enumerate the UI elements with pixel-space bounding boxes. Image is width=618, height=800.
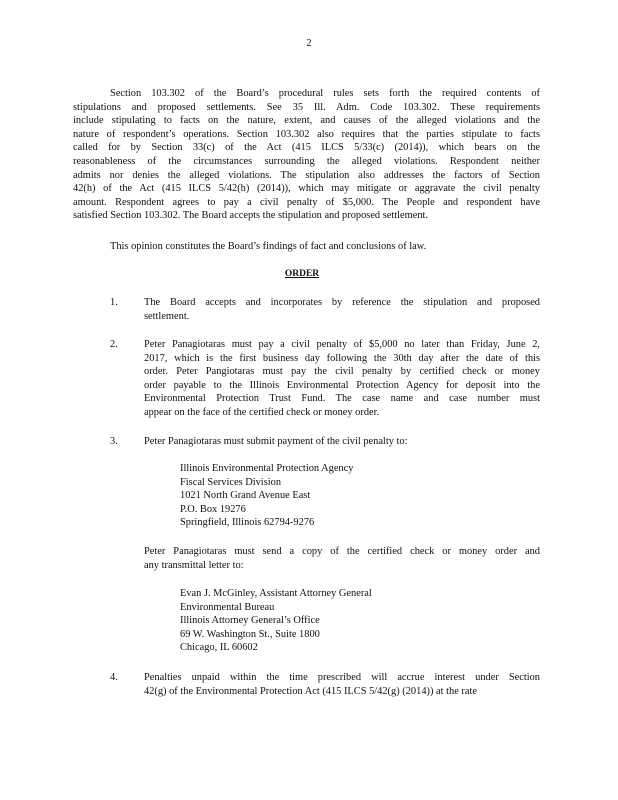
address-line: Chicago, IL 60602 xyxy=(180,642,258,654)
item-line: order payable to the Illinois Environmental Protection Agency for deposit into the xyxy=(144,379,540,391)
paragraph-line: satisfied Section 103.302. The Board accepts the stipulation and proposed settlement. xyxy=(73,210,429,222)
item-number: 4. xyxy=(110,672,118,683)
item-line: settlement. xyxy=(144,310,190,322)
item-line: appear on the face of the certified check or money order. xyxy=(144,406,380,418)
paragraph-line: Section 103.302 of the Board’s procedural rules sets forth the required contents of xyxy=(110,88,540,99)
paragraph-line: 42(h) of the Act (415 ILCS 5/42(h) (2014)), which may mitigate or aggravate the civil penalty xyxy=(73,183,540,195)
item-line: Peter Panagiotaras must submit payment of the civil penalty to: xyxy=(144,436,408,447)
item-line: Environmental Protection Trust Fund. The case name and case number must xyxy=(144,393,540,405)
order-heading: ORDER xyxy=(284,269,320,279)
payment-address xyxy=(180,462,353,530)
address-line: Environmental Bureau xyxy=(180,601,275,613)
address-line: Fiscal Services Division xyxy=(180,476,282,488)
item-line: Penalties unpaid within the time prescribed will accrue interest under Section xyxy=(144,672,540,683)
paragraph-line: nature of respondent’s operations. Section 103.302 also requires that the parties stipulate to facts xyxy=(73,128,540,140)
page-number: 2 xyxy=(306,38,312,49)
intro-paragraph xyxy=(73,87,540,223)
item-number: 2. xyxy=(110,339,118,350)
paragraph-line: amount. Respondent agrees to pay a civil penalty of $5,000. The People and respondent have xyxy=(73,196,540,208)
item-line: 2017, which is the first business day following the 30th day after the date of this xyxy=(144,352,540,364)
item-number: 1. xyxy=(110,297,118,308)
address-line: 69 W. Washington St., Suite 1800 xyxy=(180,628,320,640)
item-line: 42(g) of the Environmental Protection Act (415 ILCS 5/42(g) (2014)) at the rate xyxy=(144,685,477,697)
paragraph-line: admits nor denies the alleged violations. The stipulation also addresses the factors of Section xyxy=(73,169,540,181)
item-line: order. Peter Pangiotaras must pay the civil penalty by certified check or money xyxy=(144,366,540,378)
address-line: Springfield, Illinois 62794-9276 xyxy=(180,517,315,529)
item-line: Peter Panagiotaras must send a copy of the certified check or money order and xyxy=(144,546,540,557)
order-item-3 xyxy=(110,435,540,655)
item-number: 3. xyxy=(110,436,118,447)
item-text xyxy=(144,296,540,323)
copy-instruction xyxy=(144,545,540,572)
address-line: 1021 North Grand Avenue East xyxy=(180,490,311,502)
item-text xyxy=(144,671,540,698)
paragraph-line: called for by Section 33(c) of the Act (415 ILCS 5/33(c) (2014)), which bears on the xyxy=(73,142,540,154)
item-text xyxy=(144,435,540,449)
item-line: Peter Panagiotaras must pay a civil penalty of $5,000 no later than Friday, June 2, xyxy=(144,339,540,350)
copy-address xyxy=(180,587,372,655)
address-line: Illinois Attorney General’s Office xyxy=(180,615,320,627)
item-text xyxy=(144,338,540,420)
paragraph-line: stipulations and proposed settlements. See 35 Ill. Adm. Code 103.302. These requirements xyxy=(73,101,540,113)
paragraph-line: reasonableness of the circumstances surrounding the alleged violations. Respondent neither xyxy=(73,155,540,167)
address-line: P.O. Box 19276 xyxy=(180,503,246,515)
item-line: any transmittal letter to: xyxy=(144,559,244,571)
item-line: The Board accepts and incorporates by reference the stipulation and proposed xyxy=(144,297,540,308)
paragraph-line: include stipulating to facts on the nature, extent, and causes of the alleged violations and the xyxy=(73,115,540,127)
address-line: Illinois Environmental Protection Agency xyxy=(180,463,354,474)
address-line: Evan J. McGinley, Assistant Attorney General xyxy=(180,588,372,599)
conclusion-statement: This opinion constitutes the Board’s findings of fact and conclusions of law. xyxy=(110,241,427,252)
